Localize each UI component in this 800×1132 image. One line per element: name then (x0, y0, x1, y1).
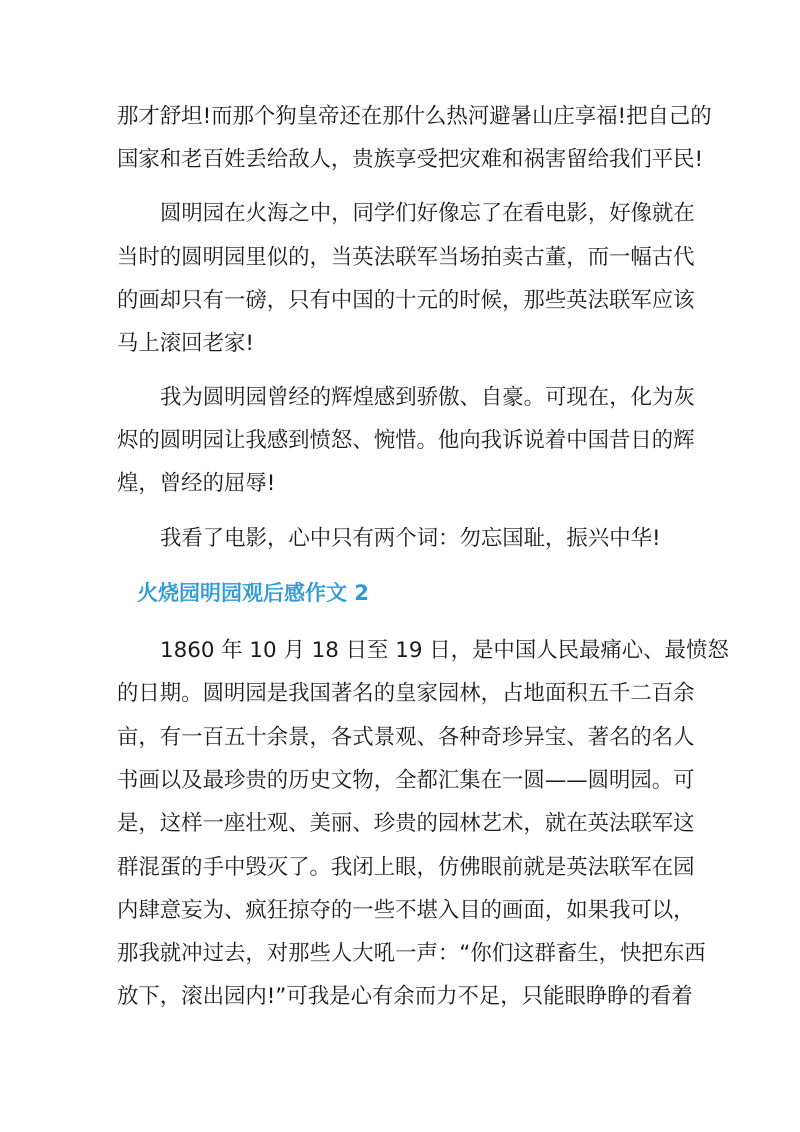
text-line: 煌，曾经的屈辱! (117, 471, 276, 496)
text-line: 那才舒坦!而那个狗皇帝还在那什么热河避暑山庄享福!把自己的 (117, 104, 712, 129)
text-line: 我为圆明园曾经的辉煌感到骄傲、自豪。可现在，化为灰 (160, 385, 695, 410)
text-line: 群混蛋的手中毁灭了。我闭上眼，仿佛眼前就是英法联军在园 (117, 855, 695, 880)
text-line: 是，这样一座壮观、美丽、珍贵的园林艺术，就在英法联军这 (117, 811, 695, 836)
text-line: 书画以及最珍贵的历史文物，全都汇集在一圆——圆明园。可 (117, 768, 695, 793)
text-line: 当时的圆明园里似的，当英法联军当场拍卖古董，而一幅古代 (117, 245, 695, 270)
text-line: 烬的圆明园让我感到愤怒、惋惜。他向我诉说着中国昔日的辉 (117, 428, 695, 453)
text-line: 的日期。圆明园是我国著名的皇家园林，占地面积五千二百余 (117, 681, 695, 706)
text-line: 马上滚回老家! (117, 331, 254, 356)
text-line: 国家和老百姓丢给敌人，贵族享受把灾难和祸害留给我们平民! (117, 147, 704, 172)
text-line: 亩，有一百五十余景，各式景观、各种奇珍异宝、著名的名人 (117, 725, 695, 750)
text-line: 的画却只有一磅，只有中国的十元的时候，那些英法联军应该 (117, 288, 695, 313)
text-line: 我看了电影，心中只有两个词：勿忘国耻，振兴中华! (160, 526, 661, 551)
text-line: 1860 年 10 月 18 日至 19 日，是中国人民最痛心、最愤怒 (160, 638, 729, 663)
text-line: 内肆意妄为、疯狂掠夺的一些不堪入目的画面，如果我可以， (117, 898, 695, 923)
text-line: 圆明园在火海之中，同学们好像忘了在看电影，好像就在 (160, 201, 695, 226)
text-line: 放下，滚出园内!”可我是心有余而力不足，只能眼睁睁的看着 (117, 984, 693, 1009)
text-line: 那我就冲过去，对那些人大吼一声：“你们这群畜生，快把东西 (117, 941, 706, 966)
section-heading: 火烧园明园观后感作文 2 (137, 581, 369, 605)
